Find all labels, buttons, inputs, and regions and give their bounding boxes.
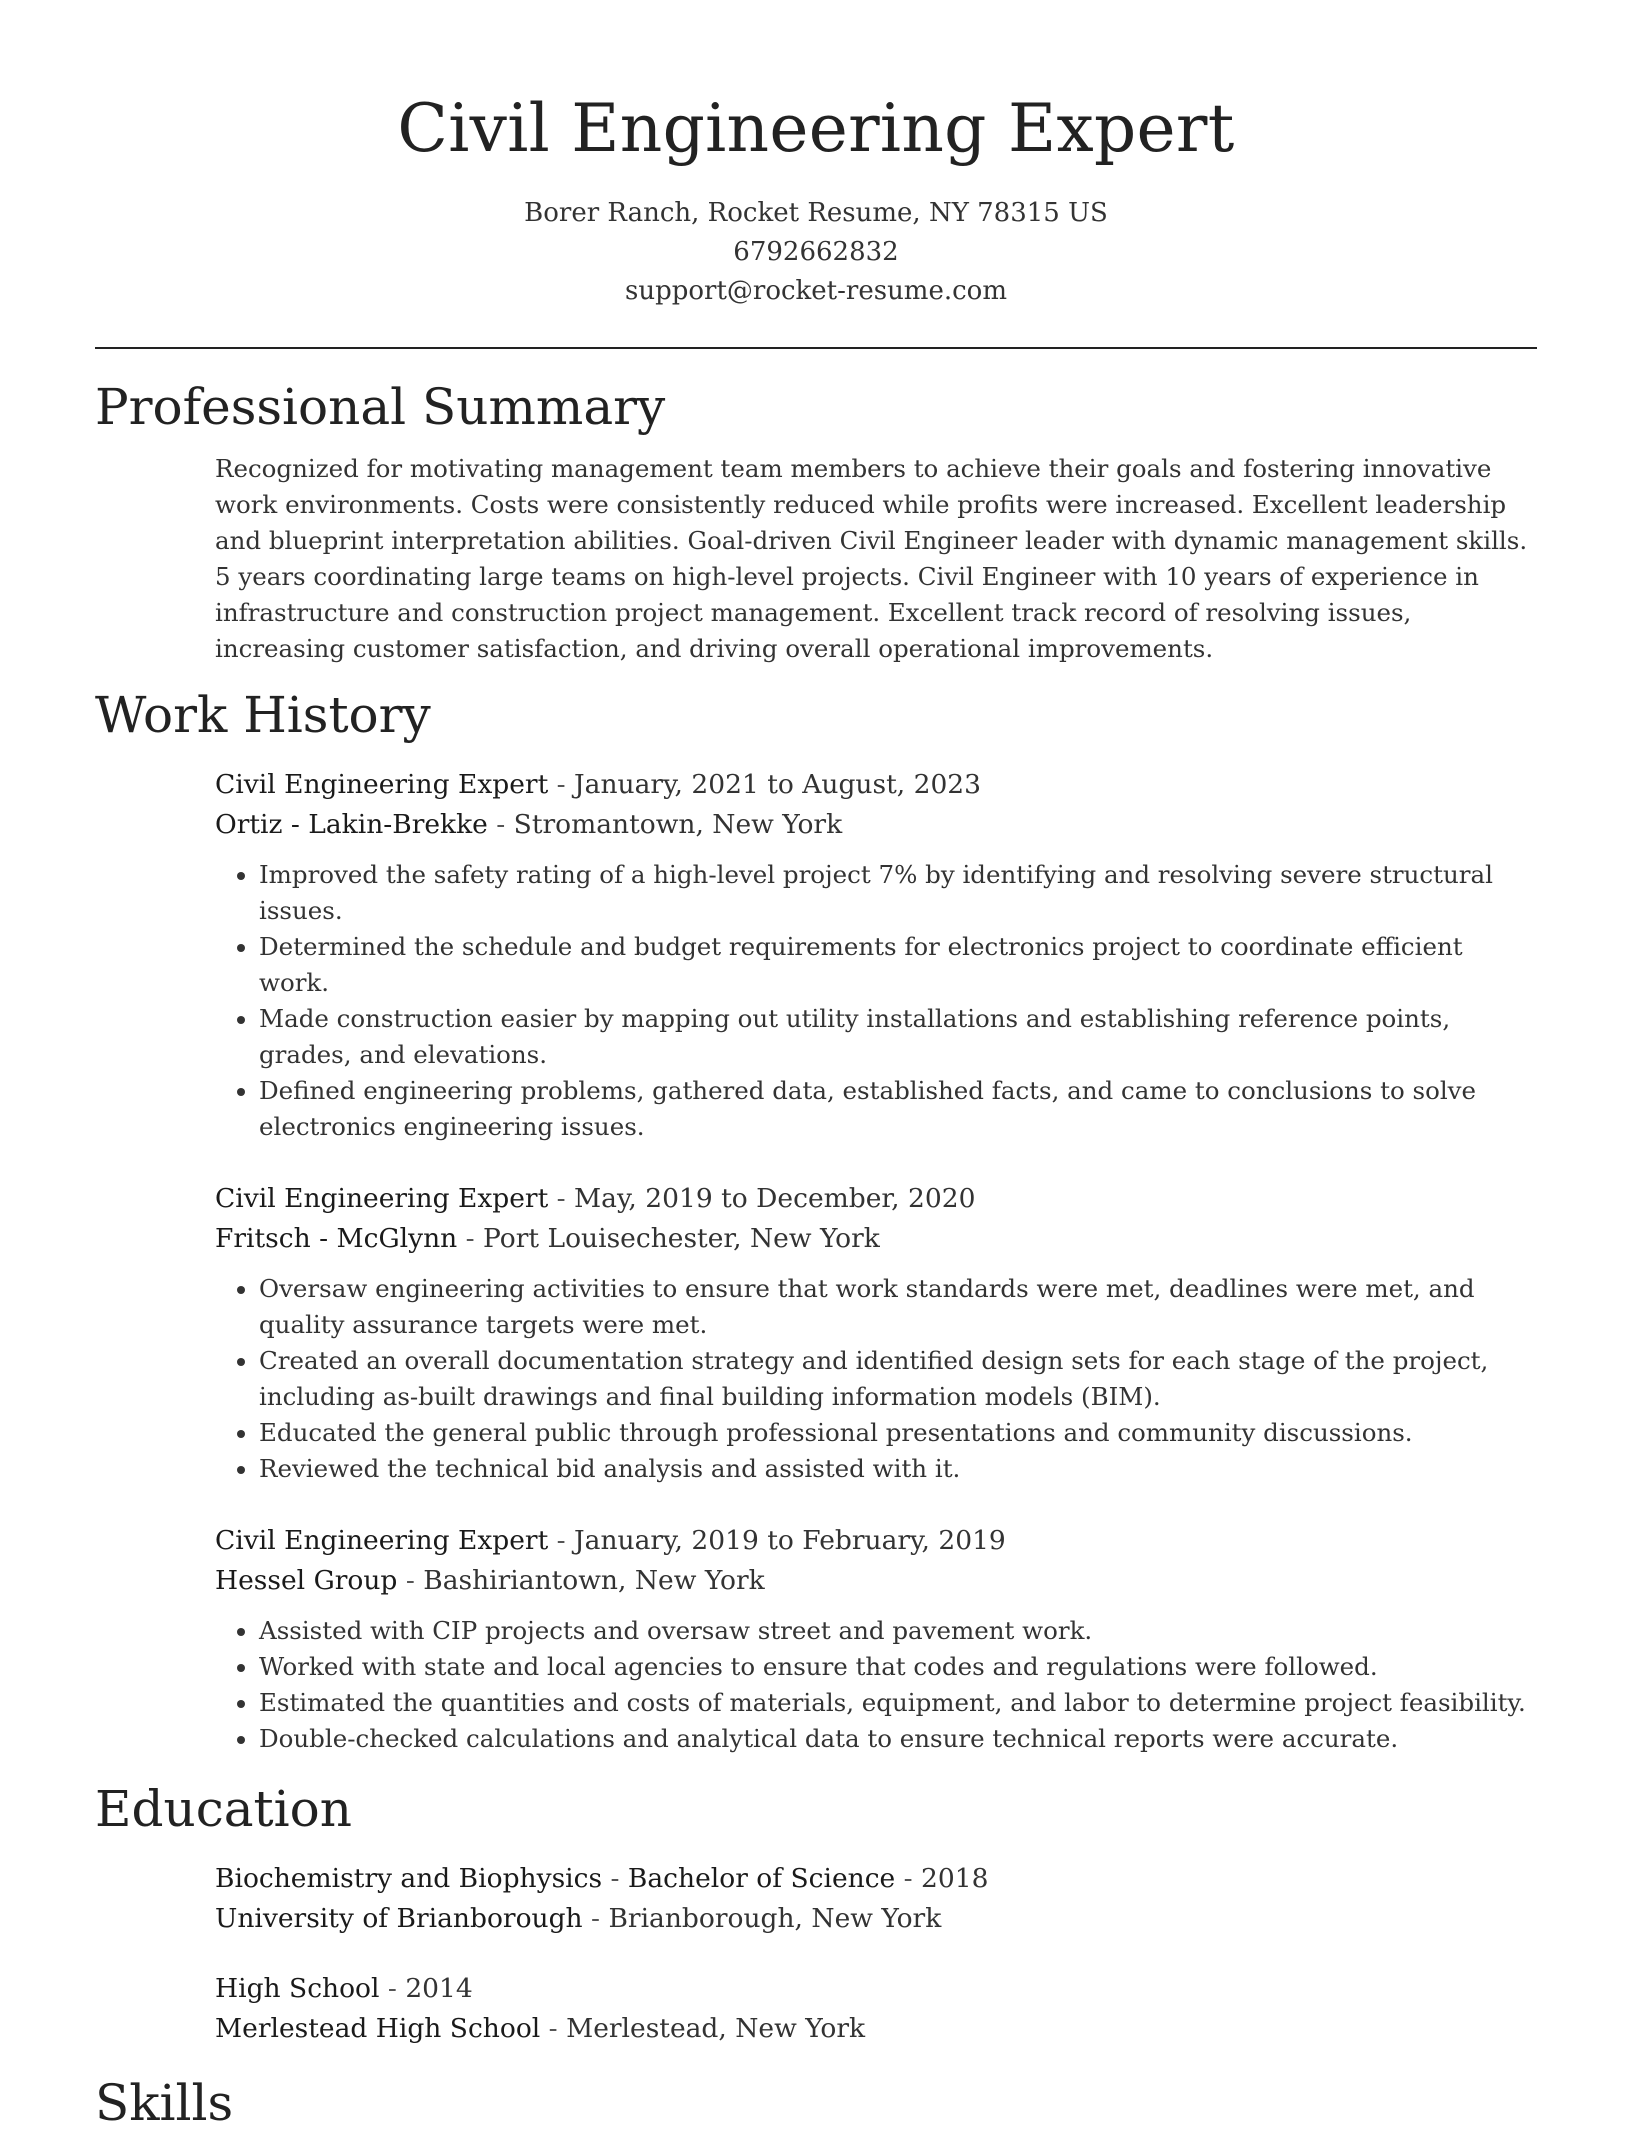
job-location: Port Louisechester, New York (483, 1223, 880, 1254)
separator: - (548, 1183, 575, 1214)
list-item: • Created an overall documentation strategy and identified design sets for each stage of the project, including as-built drawings and final building information models (BIM). (259, 1343, 1537, 1415)
work-history-section (95, 683, 1537, 1757)
separator: - (895, 1863, 922, 1894)
job-entry (215, 1521, 1537, 1757)
job-location: Stromantown, New York (513, 809, 843, 840)
summary-heading: Professional Summary (95, 378, 666, 436)
job-position: Civil Engineering Expert (215, 769, 549, 800)
work-history-heading: Work History (95, 686, 431, 744)
list-item: • Educated the general public through professional presentations and community discussions. (259, 1415, 1537, 1451)
job-position: Civil Engineering Expert (215, 1525, 549, 1556)
job-company: Ortiz - Lakin-Brekke (215, 809, 488, 840)
list-item: • Estimated the quantities and costs of materials, equipment, and labor to determine project feasibility. (259, 1685, 1537, 1721)
list-item: • Improved the safety rating of a high-level project 7% by identifying and resolving severe structural issues. (259, 857, 1537, 929)
education-field: High School (215, 1973, 380, 2004)
education-degree-line (215, 1859, 1537, 1899)
contact-info (0, 194, 1632, 311)
separator: - (602, 1863, 628, 1894)
job-company: Fritsch - McGlynn (215, 1223, 458, 1254)
list-item: • Worked with state and local agencies to ensure that codes and regulations were followed. (259, 1649, 1537, 1685)
job-company: Hessel Group (215, 1565, 398, 1596)
education-section (95, 1777, 1537, 2049)
job-duties-list (215, 1271, 1537, 1487)
education-year: 2014 (405, 1973, 473, 2004)
job-dates: January, 2021 to August, 2023 (574, 769, 982, 800)
separator: - (548, 1525, 575, 1556)
separator: - (548, 769, 575, 800)
address-line: Borer Ranch, Rocket Resume, NY 78315 US (524, 198, 1108, 228)
separator: - (457, 1223, 484, 1254)
education-school: University of Brianborough (215, 1903, 583, 1934)
email-line: support@rocket-resume.com (624, 276, 1007, 306)
list-item: • Determined the schedule and budget requirements for electronics project to coordinate efficient work. (259, 929, 1537, 1001)
job-location: Bashiriantown, New York (423, 1565, 765, 1596)
list-item: • Assisted with CIP projects and oversaw street and pavement work. (259, 1613, 1537, 1649)
job-duties-list (215, 1613, 1537, 1757)
job-duties-list (215, 857, 1537, 1145)
job-entry (215, 765, 1537, 1145)
list-item: • Defined engineering problems, gathered data, established facts, and came to conclusions to solve electronics engineering issues. (259, 1073, 1537, 1145)
job-position: Civil Engineering Expert (215, 1183, 549, 1214)
job-title-line (215, 1521, 1537, 1561)
education-school-line (215, 2009, 1537, 2049)
job-dates: January, 2019 to February, 2019 (574, 1525, 1006, 1556)
job-title-line (215, 765, 1537, 805)
summary-text: Recognized for motivating management team members to achieve their goals and fostering innovative work environments. Costs were consistently reduced while profits were increased. Excellent leadership and blueprint interpretation abilities. Goal-driven Civil Engineer leader with dynamic management skills. 5 years coordinating large teams on high-level projects. Civil Engineer with 10 years of experience in infrastructure and construction project management. Excellent track record of resolving issues, increasing customer satisfaction, and driving overall operational improvements. (215, 454, 1528, 663)
separator: - (487, 809, 514, 840)
skills-section (95, 2071, 1537, 2135)
separator: - (397, 1565, 424, 1596)
job-title-line (215, 1179, 1537, 1219)
education-field: Biochemistry and Biophysics (215, 1863, 603, 1894)
header-divider (95, 347, 1537, 349)
resume-header (0, 0, 1632, 311)
separator: - (582, 1903, 609, 1934)
education-location: Brianborough, New York (608, 1903, 942, 1934)
candidate-name: Civil Engineering Expert (397, 90, 1235, 167)
education-entry (215, 1969, 1537, 2049)
list-item: • Reviewed the technical bid analysis and assisted with it. (259, 1451, 1537, 1487)
list-item: • Made construction easier by mapping out utility installations and establishing reference points, grades, and elevations. (259, 1001, 1537, 1073)
education-school: Merlestead High School (215, 2013, 541, 2044)
job-company-line (215, 805, 1537, 845)
education-heading: Education (95, 1780, 352, 1838)
separator: - (379, 1973, 406, 2004)
summary-section (95, 375, 1537, 667)
list-item: • Double-checked calculations and analytical data to ensure technical reports were accurate. (259, 1721, 1537, 1757)
education-year: 2018 (921, 1863, 989, 1894)
job-company-line (215, 1561, 1537, 1601)
education-school-line (215, 1899, 1537, 1939)
education-entry (215, 1859, 1537, 1939)
job-entry (215, 1179, 1537, 1487)
job-company-line (215, 1219, 1537, 1259)
phone-line: 6792662832 (733, 237, 899, 267)
job-dates: May, 2019 to December, 2020 (574, 1183, 976, 1214)
education-degree-line (215, 1969, 1537, 2009)
separator: - (540, 2013, 567, 2044)
list-item: • Oversaw engineering activities to ensure that work standards were met, deadlines were met, and quality assurance targets were met. (259, 1271, 1537, 1343)
education-location: Merlestead, New York (566, 2013, 866, 2044)
education-degree: Bachelor of Science (627, 1863, 896, 1894)
skills-heading: Skills (95, 2074, 234, 2132)
